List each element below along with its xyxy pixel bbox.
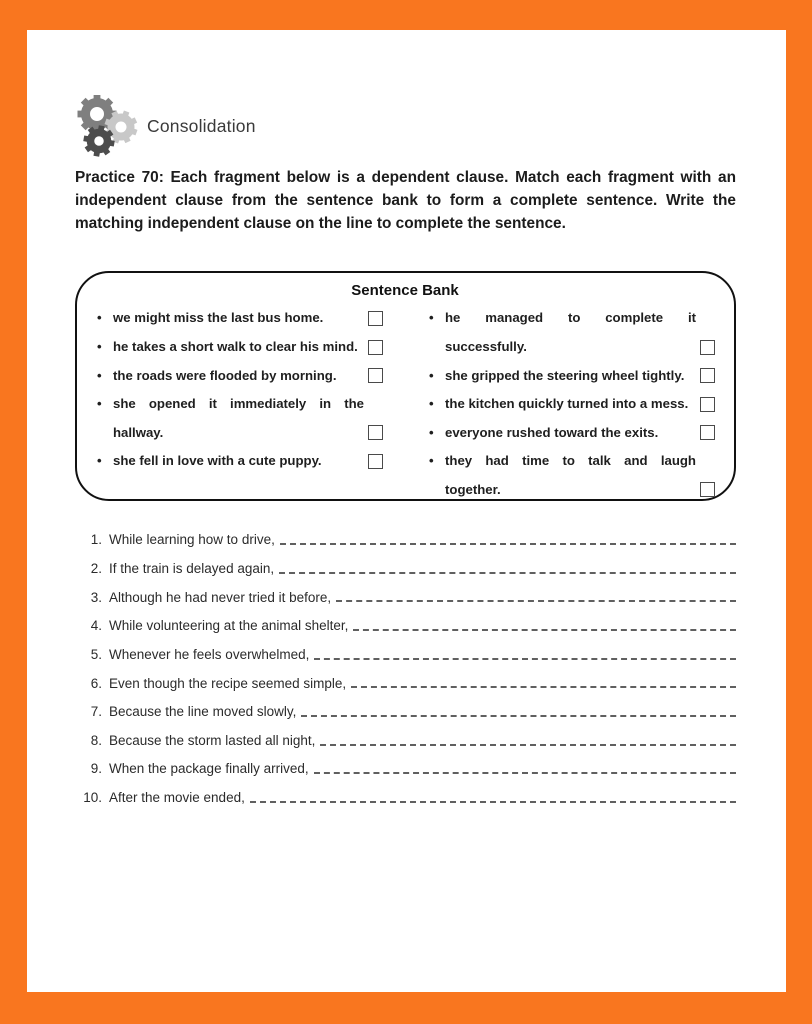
bullet-icon: •	[97, 396, 102, 412]
question-row	[75, 762, 736, 777]
question-text: Even though the recipe seemed simple,	[109, 675, 347, 691]
answer-line[interactable]	[320, 743, 736, 746]
answer-checkbox[interactable]	[700, 340, 715, 355]
question-text: If the train is delayed again,	[109, 560, 275, 576]
question-row	[75, 619, 736, 634]
bullet-icon: •	[97, 367, 102, 383]
question-row	[75, 677, 736, 692]
answer-checkbox[interactable]	[368, 311, 383, 326]
question-text: Because the line moved slowly,	[109, 704, 297, 720]
answer-line[interactable]	[280, 542, 736, 545]
bank-item-text: she opened it immediately in the hallway.	[113, 396, 364, 440]
header	[75, 94, 736, 158]
answer-checkbox[interactable]	[700, 425, 715, 440]
bank-item	[95, 447, 383, 476]
bank-item-text: she fell in love with a cute puppy.	[113, 453, 322, 469]
bank-item-text: the roads were flooded by morning.	[113, 367, 337, 383]
question-row	[75, 648, 736, 663]
answer-checkbox[interactable]	[368, 454, 383, 469]
answer-line[interactable]	[301, 714, 736, 717]
bullet-icon: •	[97, 310, 102, 326]
question-number: 9.	[90, 761, 102, 777]
question-text: While volunteering at the animal shelter,	[109, 618, 349, 634]
instructions-text: Practice 70: Each fragment below is a dependent clause. Match each fragment with an independent clause from the sentence bank to form a complete sentence. Write the matching independent clause on the line to complete the sentence.	[75, 169, 736, 233]
question-text: Although he had never tried it before,	[109, 589, 332, 605]
answer-line[interactable]	[351, 685, 736, 688]
question-text: After the movie ended,	[109, 790, 245, 806]
bank-item-text: everyone rushed toward the exits.	[445, 424, 659, 440]
question-row	[75, 562, 736, 577]
bank-item-text: he takes a short walk to clear his mind.	[113, 338, 358, 354]
question-number: 4.	[90, 618, 102, 634]
bullet-icon: •	[97, 338, 102, 354]
answer-checkbox[interactable]	[700, 397, 715, 412]
answer-line[interactable]	[314, 771, 736, 774]
answer-line[interactable]	[336, 599, 736, 602]
question-text: Whenever he feels overwhelmed,	[109, 646, 310, 662]
page-content	[27, 30, 786, 806]
bank-item	[95, 390, 383, 447]
question-number: 2.	[90, 560, 102, 576]
sentence-bank-left-column	[95, 304, 383, 504]
bank-item	[95, 362, 383, 391]
question-number: 5.	[90, 646, 102, 662]
bullet-icon: •	[429, 396, 434, 412]
bank-item	[427, 390, 715, 419]
sentence-bank-columns	[95, 304, 715, 504]
bank-item	[427, 447, 715, 504]
sentence-bank	[75, 271, 736, 501]
answer-checkbox[interactable]	[368, 425, 383, 440]
question-number: 3.	[90, 589, 102, 605]
question-number: 10.	[83, 790, 102, 806]
question-text: Because the storm lasted all night,	[109, 732, 316, 748]
questions-list	[75, 533, 736, 806]
answer-checkbox[interactable]	[700, 482, 715, 497]
question-number: 8.	[90, 732, 102, 748]
section-label: Consolidation	[147, 115, 256, 136]
answer-checkbox[interactable]	[368, 368, 383, 383]
question-text: When the package finally arrived,	[109, 761, 309, 777]
gears-icon	[75, 95, 141, 157]
answer-line[interactable]	[353, 628, 736, 631]
bullet-icon: •	[429, 310, 434, 326]
bank-item-text: he managed to complete it successfully.	[445, 310, 696, 354]
bank-item-text: the kitchen quickly turned into a mess.	[445, 396, 689, 412]
bullet-icon: •	[429, 453, 434, 469]
question-row	[75, 533, 736, 548]
bullet-icon: •	[429, 367, 434, 383]
answer-line[interactable]	[314, 657, 736, 660]
bullet-icon: •	[429, 424, 434, 440]
bank-item-text: she gripped the steering wheel tightly.	[445, 367, 685, 383]
bank-item-text: they had time to talk and laugh together.	[445, 453, 696, 497]
answer-line[interactable]	[250, 800, 736, 803]
question-row	[75, 705, 736, 720]
answer-checkbox[interactable]	[700, 368, 715, 383]
question-row	[75, 734, 736, 749]
question-number: 6.	[90, 675, 102, 691]
question-row	[75, 791, 736, 806]
sentence-bank-right-column	[427, 304, 715, 504]
bank-item	[95, 333, 383, 362]
bullet-icon: •	[97, 453, 102, 469]
bank-item	[427, 419, 715, 448]
bank-item-text: we might miss the last bus home.	[113, 310, 324, 326]
question-row	[75, 591, 736, 606]
question-number: 1.	[90, 532, 102, 548]
bank-item	[427, 362, 715, 391]
answer-checkbox[interactable]	[368, 340, 383, 355]
question-text: While learning how to drive,	[109, 532, 275, 548]
bank-item	[95, 304, 383, 333]
worksheet-page	[27, 30, 786, 992]
question-number: 7.	[90, 704, 102, 720]
sentence-bank-title: Sentence Bank	[351, 282, 459, 300]
answer-line[interactable]	[279, 571, 736, 574]
bank-item	[427, 304, 715, 361]
